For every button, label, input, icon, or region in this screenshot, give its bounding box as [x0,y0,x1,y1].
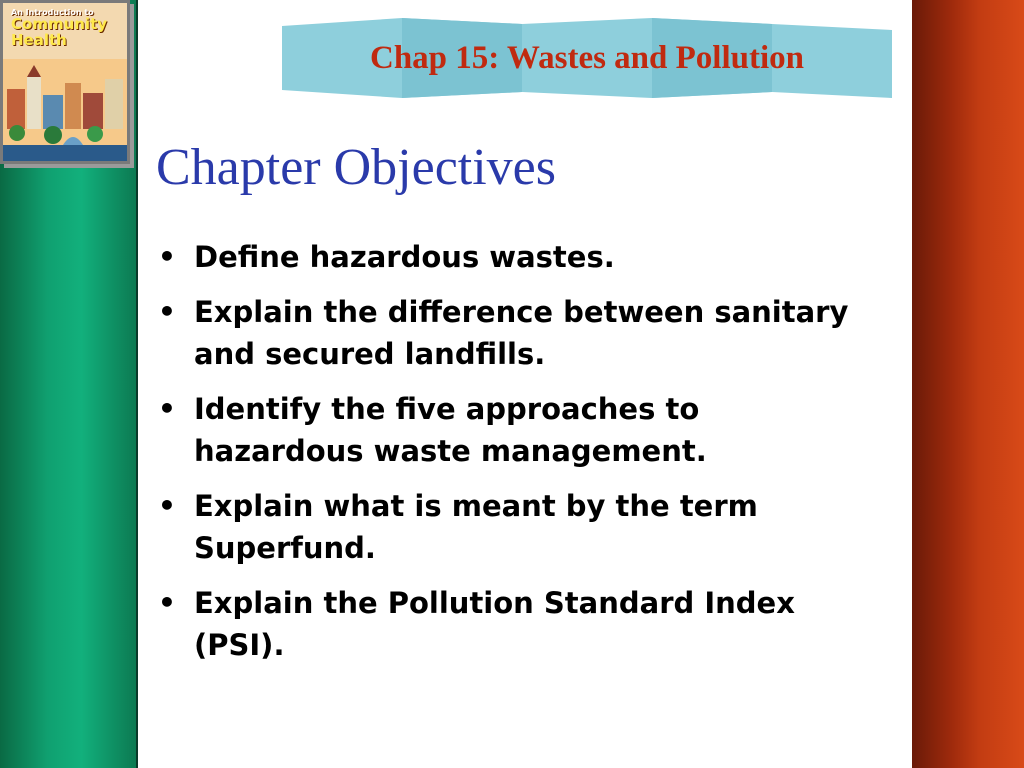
objectives-list [156,236,872,679]
bullet-icon: • [158,295,176,328]
list-item [156,388,872,472]
town-illustration-icon [3,59,127,145]
list-item-text: Explain what is meant by the term Superfund. [194,489,758,565]
list-item [156,291,872,375]
book-cover-title [11,9,125,49]
list-item [156,582,872,666]
banner-title: Chap 15: Wastes and Pollution [370,39,804,76]
list-item [156,485,872,569]
list-item [156,236,872,278]
right-red-strip [912,0,1024,768]
bullet-icon: • [158,240,176,273]
list-item-text: Define hazardous wastes. [194,240,615,274]
chapter-banner [282,18,892,98]
book-cover-authors-band [3,145,127,161]
list-item-text: Identify the five approaches to hazardous waste management. [194,392,707,468]
book-cover-image [0,0,130,164]
book-cover-line3: Health [11,31,67,50]
book-cover-line2: Community [11,15,108,34]
bullet-icon: • [158,586,176,619]
list-item-text: Explain the difference between sanitary and secured landfills. [194,295,849,371]
bullet-icon: • [158,392,176,425]
book-cover-line1: An Introduction to [11,8,94,17]
bullet-icon: • [158,489,176,522]
slide-title: Chapter Objectives [156,139,556,196]
list-item-text: Explain the Pollution Standard Index (PSI). [194,586,795,662]
